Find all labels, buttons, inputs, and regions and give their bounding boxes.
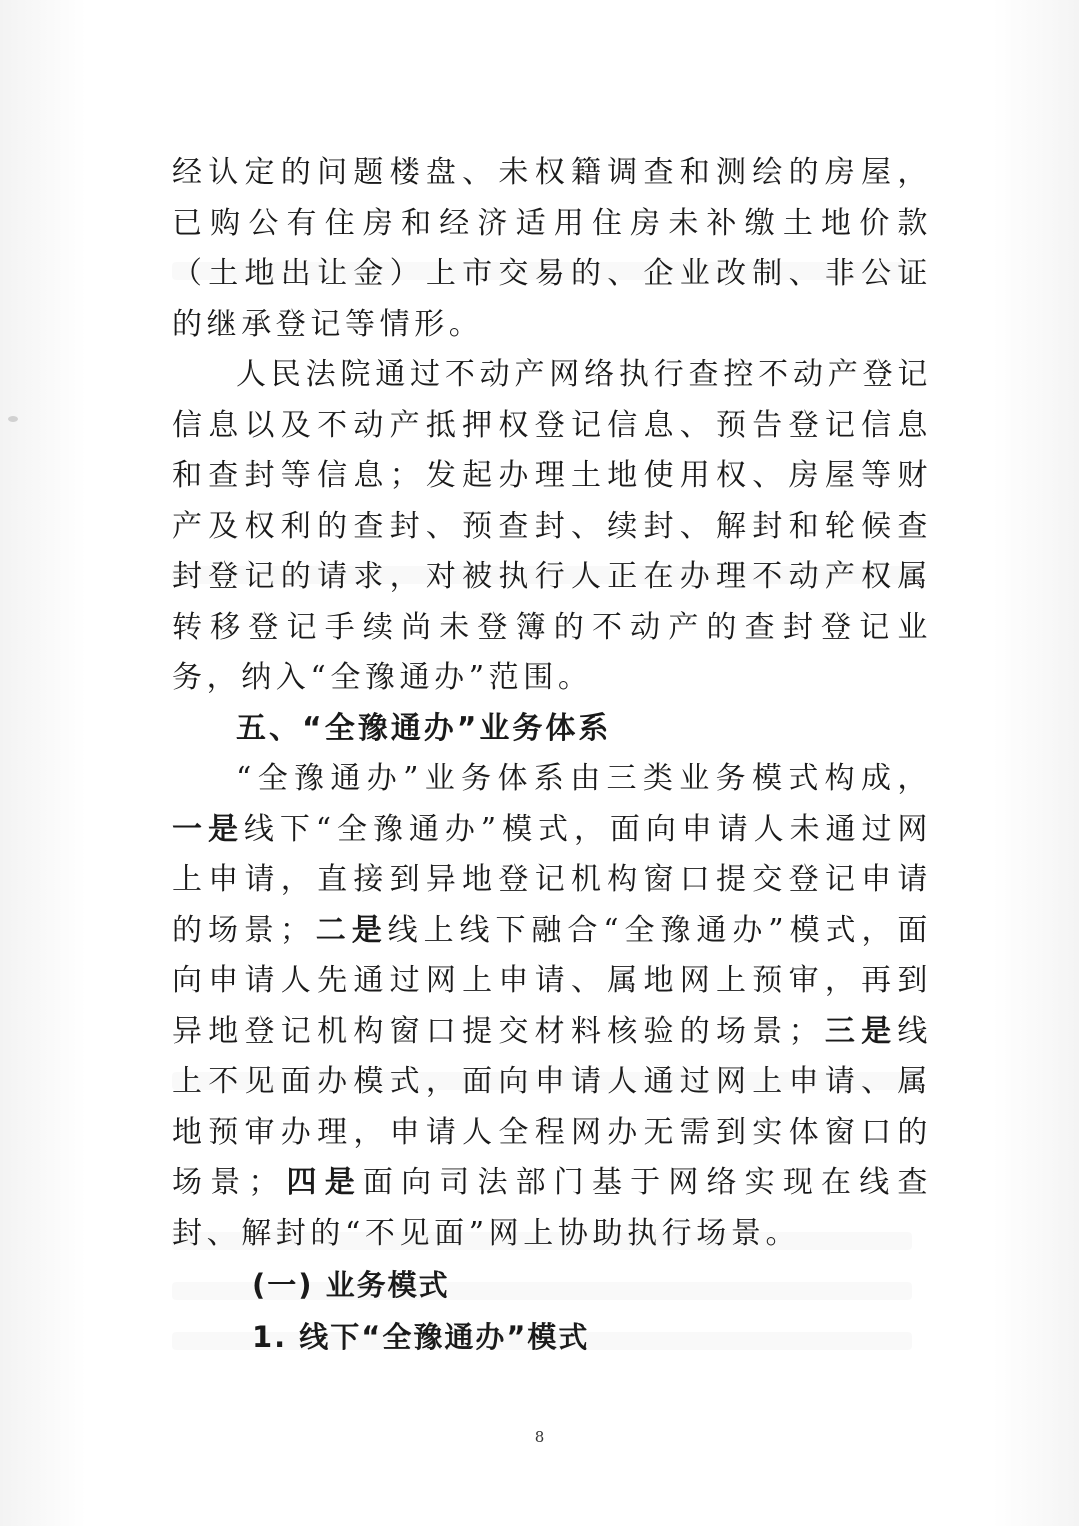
emphasis-fourth: 四是: [282, 1165, 363, 1200]
emphasis-third: 三是: [823, 1013, 898, 1049]
subheading-business-mode: (一) 业务模式: [252, 1268, 450, 1302]
subheading-offline-mode: 1. 线下“全豫通办”模式: [252, 1320, 590, 1354]
text-segment: 面向司法部门基于网络实现在线查封、解封的“不见面”网上协助执行场景。: [172, 1165, 932, 1251]
paragraph-court-enforcement: 人民法院通过不动产网络执行查控不动产登记信息以及不动产抵押权登记信息、预告登记信息和查封等信息；发起办理土地使用权、房屋等财产及权利的查封、预查封、续封、解封和轮候查封登记的请求，对被执行人正在办理不动产权属转移登记手续尚未登簿的不动产的查封登记业务，纳入“全豫通办”范围。: [172, 357, 932, 695]
text-segment: “全豫通办”业务体系由三类业务模式构成，: [236, 761, 932, 796]
paragraph-business-modes: [172, 754, 932, 1259]
page-number: 8: [534, 1428, 545, 1446]
emphasis-second: 二是: [314, 912, 388, 948]
paragraph-issue-cases: 经认定的问题楼盘、未权籍调查和测绘的房屋，已购公有住房和经济适用住房未补缴土地价款（土地出让金）上市交易的、企业改制、非公证的继承登记等情形。: [172, 155, 932, 342]
scan-speck: [8, 416, 18, 422]
emphasis-first: 一是: [172, 811, 244, 847]
document-body: [172, 148, 932, 1363]
text-segment: 线上线下融合“全豫通办”模式，面向申请人先通过网上申请、属地网上预审，再到异地登记机构窗口提交材料核验的场景；: [172, 912, 932, 1049]
section-heading-business-system: 五、“全豫通办”业务体系: [236, 710, 612, 746]
text-segment: 线上不见面办模式，面向申请人通过网上申请、属地预审办理，申请人全程网办无需到实体窗口的场景；: [172, 1013, 932, 1200]
text-segment: 线下“全豫通办”模式，面向申请人未通过网上申请，直接到异地登记机构窗口提交登记申请的场景；: [172, 811, 932, 948]
